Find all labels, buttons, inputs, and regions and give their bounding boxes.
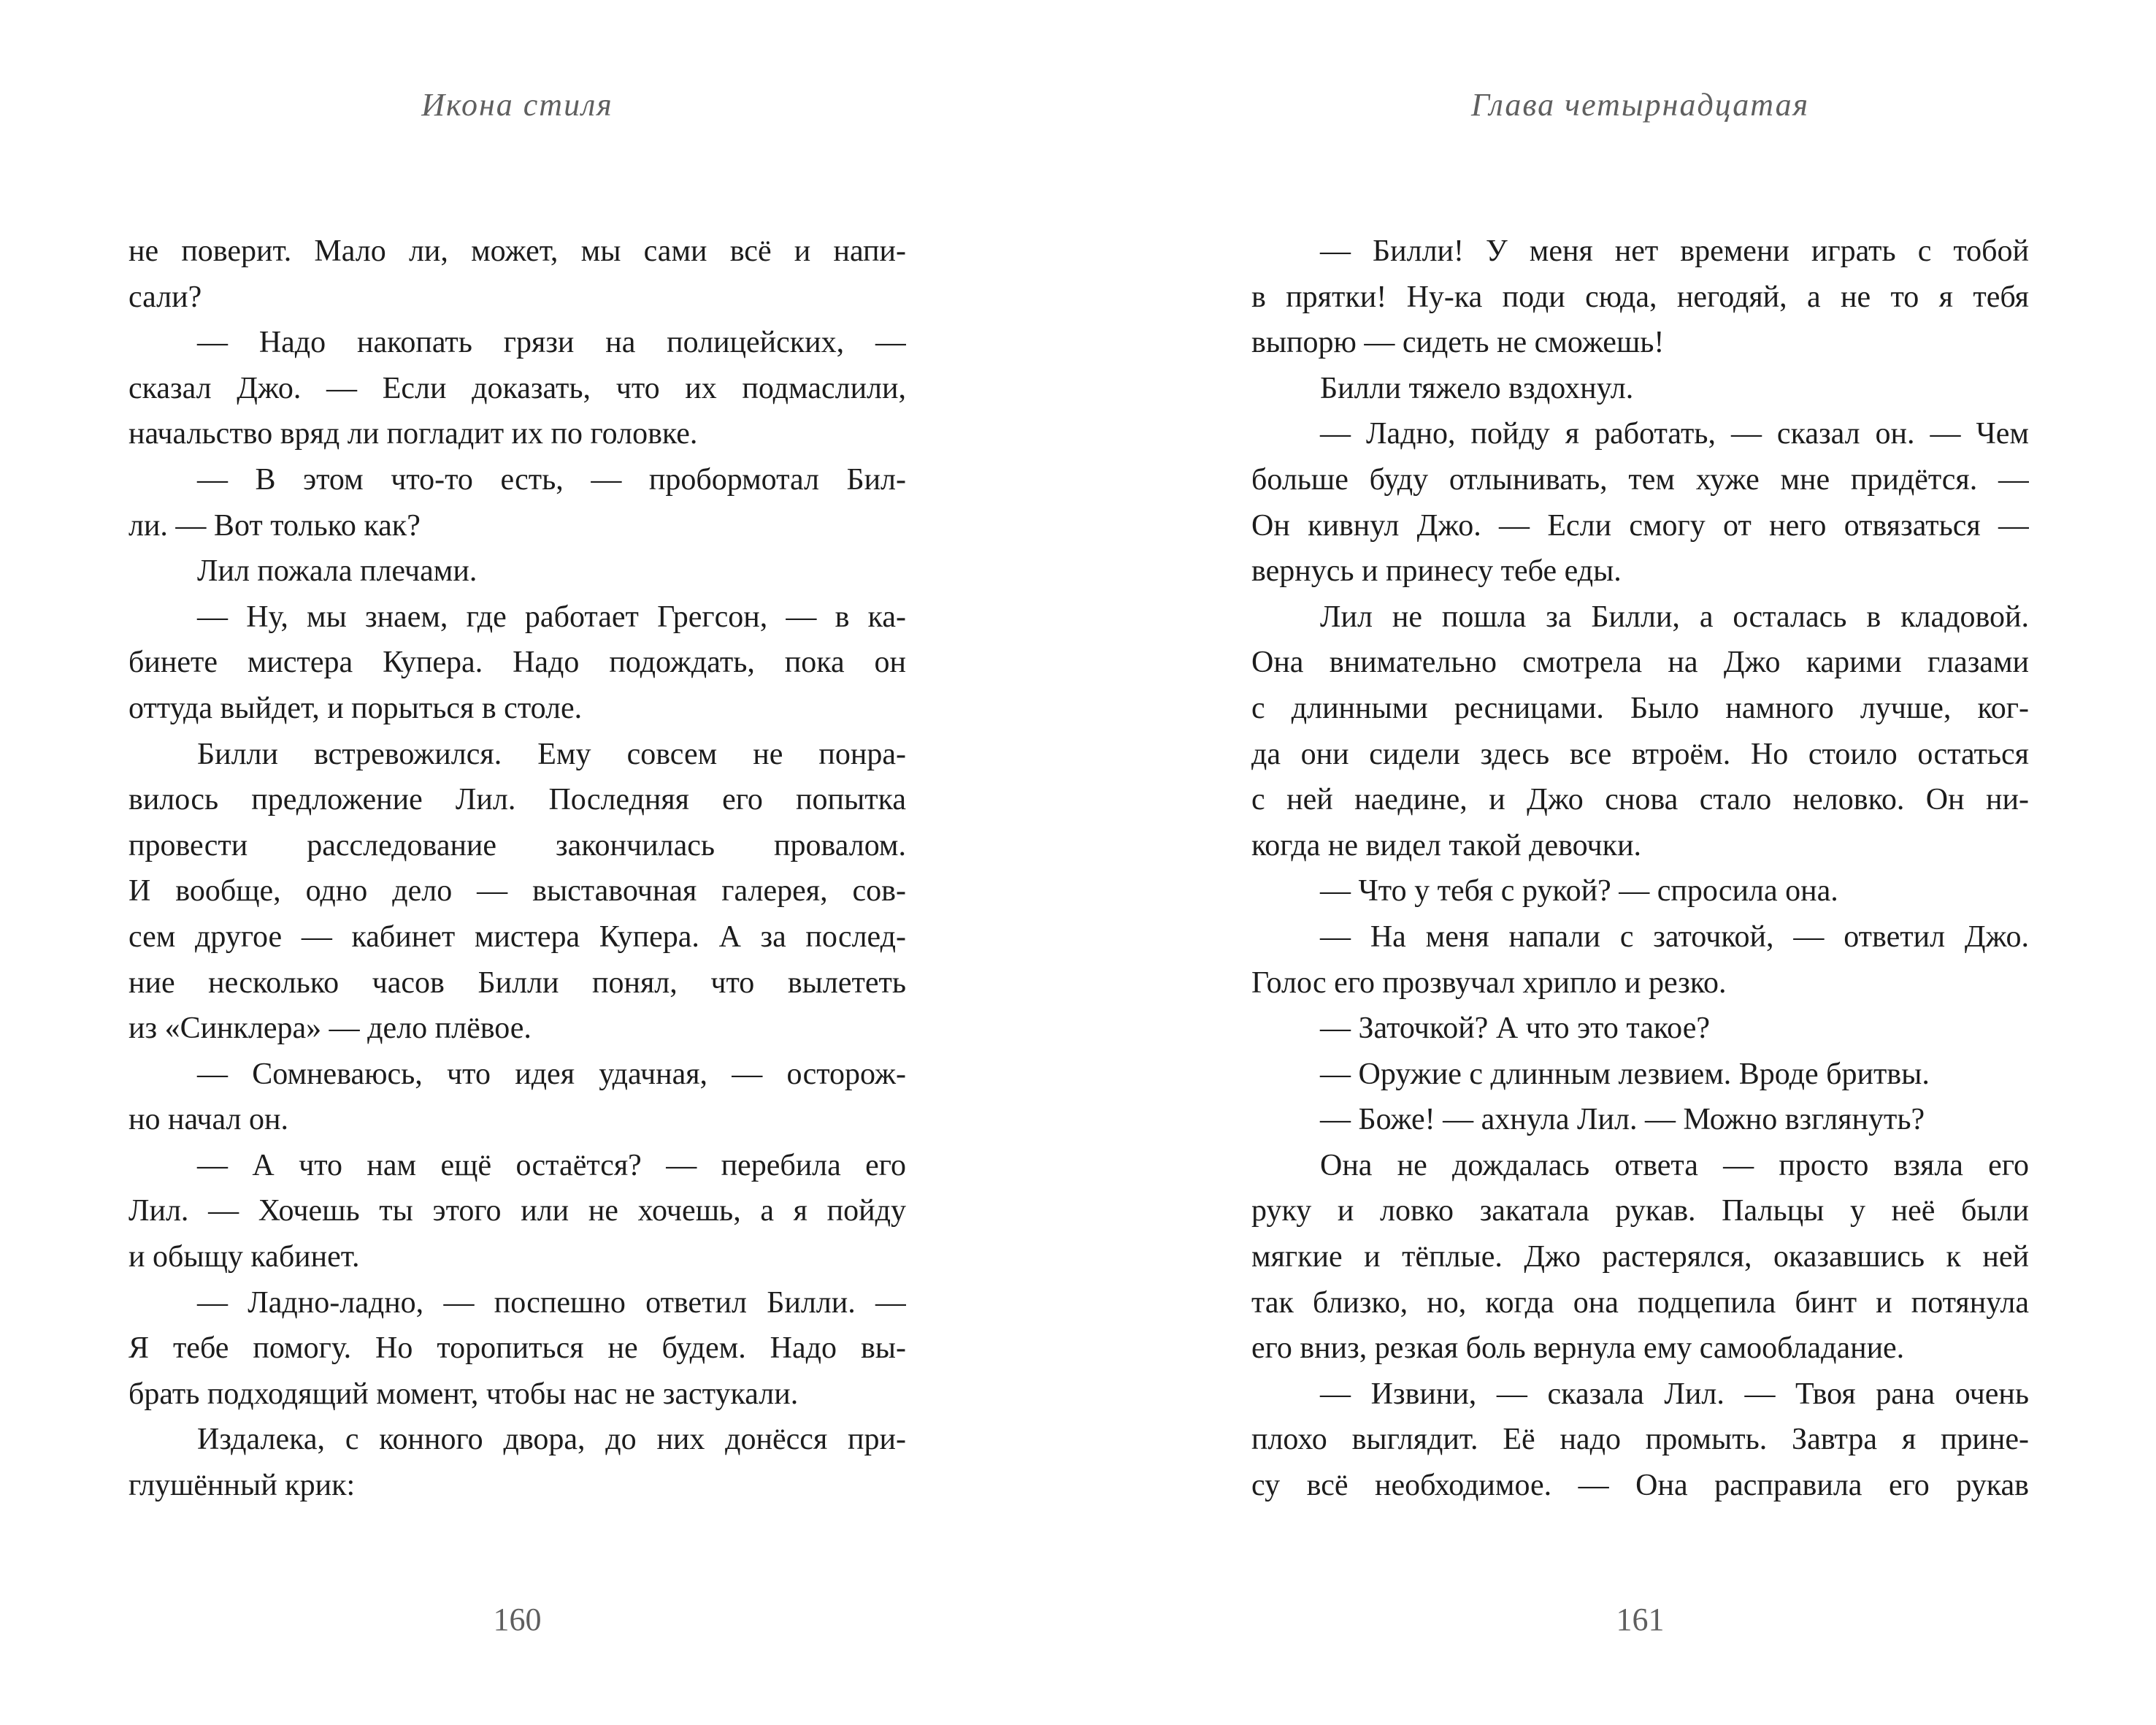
- text-line: — Что у тебя с рукой? — спросила она.: [1320, 874, 1838, 909]
- text-line: И вообще, одно дело — выставочная галерея, сов-: [128, 874, 906, 909]
- left-text-block: [128, 229, 906, 1509]
- text-line: Она не дождалась ответа — просто взяла его: [1320, 1148, 2029, 1182]
- text-line: Лил не пошла за Билли, а осталась в кладовой.: [1320, 600, 2029, 634]
- text-line: плохо выглядит. Её надо промыть. Завтра я прине-: [1251, 1423, 2029, 1457]
- text-line: Билли тяжело вздохнул.: [1320, 371, 1634, 405]
- text-line: ли. — Вот только как?: [128, 508, 421, 543]
- right-page-number: 161: [1616, 1602, 1665, 1637]
- text-line: — В этом что-то есть, — пробормотал Бил-: [197, 462, 906, 497]
- text-line: — Извини, — сказала Лил. — Твоя рана очень: [1320, 1377, 2029, 1411]
- text-line: из «Синклера» — дело плёвое.: [128, 1011, 532, 1046]
- text-line: оттуда выйдет, и порыться в столе.: [128, 691, 583, 725]
- text-line: су всё необходимое. — Она расправила его рукав: [1251, 1469, 2029, 1503]
- text-line: сали?: [128, 280, 202, 314]
- text-line: брать подходящий момент, чтобы нас не застукали.: [128, 1377, 799, 1411]
- text-line: больше буду отлынивать, тем хуже мне придётся. —: [1251, 462, 2029, 497]
- text-line: — Ладно, пойду я работать, — сказал он. — Чем: [1320, 417, 2029, 451]
- text-line: — Ладно-ладно, — поспешно ответил Билли. —: [197, 1285, 906, 1320]
- text-line: — Заточкой? А что это такое?: [1320, 1011, 1710, 1046]
- text-line: бинете мистера Купера. Надо подождать, пока он: [128, 646, 906, 680]
- text-line: Голос его прозвучал хрипло и резко.: [1251, 965, 1727, 1000]
- text-line: с длинными ресницами. Было намного лучше, ког-: [1251, 691, 2029, 725]
- text-line: Я тебе помогу. Но торопиться не будем. Надо вы-: [128, 1331, 906, 1366]
- text-line: — А что нам ещё остаётся? — перебила его: [197, 1148, 906, 1182]
- text-line: Лил пожала плечами.: [197, 554, 477, 589]
- text-line: Он кивнул Джо. — Если смогу от него отвязаться —: [1251, 508, 2029, 543]
- text-line: в прятки! Ну-ка поди сюда, негодяй, а не то я тебя: [1251, 280, 2029, 314]
- text-line: не поверит. Мало ли, может, мы сами всё и напи-: [128, 234, 906, 268]
- text-line: но начал он.: [128, 1103, 288, 1137]
- text-line: — Ну, мы знаем, где работает Грегсон, — в ка-: [197, 600, 906, 634]
- text-line: и обыщу кабинет.: [128, 1240, 360, 1274]
- text-line: — Сомневаюсь, что идея удачная, — осторож-: [197, 1057, 906, 1091]
- right-running-head: Глава четырнадцатая: [1470, 87, 1810, 123]
- text-line: так близко, но, когда она подцепила бинт и потянула: [1251, 1285, 2029, 1320]
- text-line: его вниз, резкая боль вернула ему самообладание.: [1251, 1331, 1905, 1366]
- text-line: провести расследование закончилась провалом.: [128, 828, 906, 862]
- text-line: выпорю — сидеть не сможешь!: [1251, 326, 1665, 360]
- text-line: — Боже! — ахнула Лил. — Можно взглянуть?: [1320, 1103, 1925, 1137]
- text-line: Лил. — Хочешь ты этого или не хочешь, а я пойду: [128, 1194, 906, 1228]
- text-line: сказал Джо. — Если доказать, что их подмаслили,: [128, 371, 906, 405]
- text-line: с ней наедине, и Джо снова стало неловко. Он ни-: [1251, 783, 2029, 817]
- text-line: — Билли! У меня нет времени играть с тобой: [1320, 234, 2029, 268]
- text-line: сем другое — кабинет мистера Купера. А за послед-: [128, 919, 906, 954]
- text-line: начальство вряд ли погладит их по головке.: [128, 417, 698, 451]
- text-line: мягкие и тёплые. Джо растерялся, оказавшись к ней: [1251, 1240, 2029, 1274]
- text-line: ние несколько часов Билли понял, что вылететь: [128, 965, 906, 1000]
- right-text-block: [1251, 229, 2029, 1509]
- text-line: вернусь и принесу тебе еды.: [1251, 554, 1622, 589]
- text-line: когда не видел такой девочки.: [1251, 828, 1642, 862]
- text-line: Билли встревожился. Ему совсем не понра-: [197, 737, 906, 771]
- text-line: глушённый крик:: [128, 1469, 356, 1503]
- text-line: — На меня напали с заточкой, — ответил Джо.: [1320, 919, 2029, 954]
- text-line: — Оружие с длинным лезвием. Вроде бритвы.: [1320, 1057, 1930, 1091]
- left-page-number: 160: [493, 1602, 542, 1637]
- text-line: вилось предложение Лил. Последняя его попытка: [128, 783, 906, 817]
- text-line: Она внимательно смотрела на Джо карими глазами: [1251, 646, 2029, 680]
- text-line: Издалека, с конного двора, до них донёсся при-: [197, 1423, 906, 1457]
- text-line: — Надо накопать грязи на полицейских, —: [197, 326, 906, 360]
- text-line: да они сидели здесь все втроём. Но стоило остаться: [1251, 737, 2029, 771]
- text-line: руку и ловко закатала рукав. Пальцы у неё были: [1251, 1194, 2029, 1228]
- left-running-head: Икона стиля: [421, 87, 613, 123]
